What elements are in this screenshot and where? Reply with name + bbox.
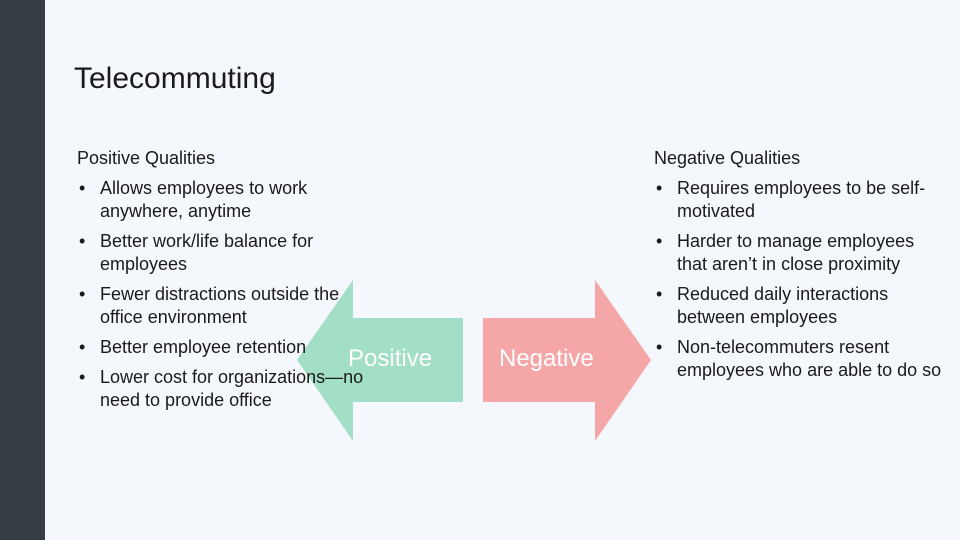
- bullet-icon: •: [656, 284, 663, 304]
- negative-arrow-label: Negative: [499, 345, 594, 372]
- bullet-icon: •: [79, 337, 86, 357]
- list-item-text: Harder to manage employees that aren’t in close proximity: [677, 231, 915, 274]
- list-item-text: Better work/life balance for employees: [100, 231, 314, 274]
- list-item: [654, 177, 944, 223]
- list-item: [654, 230, 944, 276]
- list-item: [654, 283, 944, 329]
- bullet-icon: •: [79, 367, 86, 387]
- list-item: [77, 336, 367, 359]
- positive-heading: Positive Qualities: [77, 148, 216, 168]
- bullet-icon: •: [656, 178, 663, 198]
- list-item: [77, 230, 367, 276]
- list-item: [77, 366, 367, 412]
- negative-qualities-column: [654, 147, 944, 389]
- slide-title: Telecommuting: [74, 62, 276, 95]
- list-item-text: Requires employees to be self-motivated: [677, 178, 926, 221]
- bullet-icon: •: [79, 231, 86, 251]
- bullet-icon: •: [656, 337, 663, 357]
- positive-qualities-column: [77, 147, 367, 419]
- list-item-text: Non-telecommuters resent employees who are able to do so: [677, 337, 942, 380]
- list-item-text: Fewer distractions outside the office environment: [100, 284, 340, 327]
- list-item: [654, 336, 944, 382]
- positive-arrow-label: Positive: [348, 345, 433, 372]
- positive-list: [77, 177, 367, 412]
- bullet-icon: •: [79, 284, 86, 304]
- list-item: [77, 177, 367, 223]
- list-item: [77, 283, 367, 329]
- list-item-text: Allows employees to work anywhere, anytime: [100, 178, 308, 221]
- list-item-text: Reduced daily interactions between employees: [677, 284, 889, 327]
- negative-heading: Negative Qualities: [654, 148, 801, 168]
- negative-list: [654, 177, 944, 382]
- bullet-icon: •: [79, 178, 86, 198]
- list-item-text: Better employee retention: [100, 337, 307, 357]
- list-item-text: Lower cost for organizations—no need to provide office: [100, 367, 364, 410]
- bullet-icon: •: [656, 231, 663, 251]
